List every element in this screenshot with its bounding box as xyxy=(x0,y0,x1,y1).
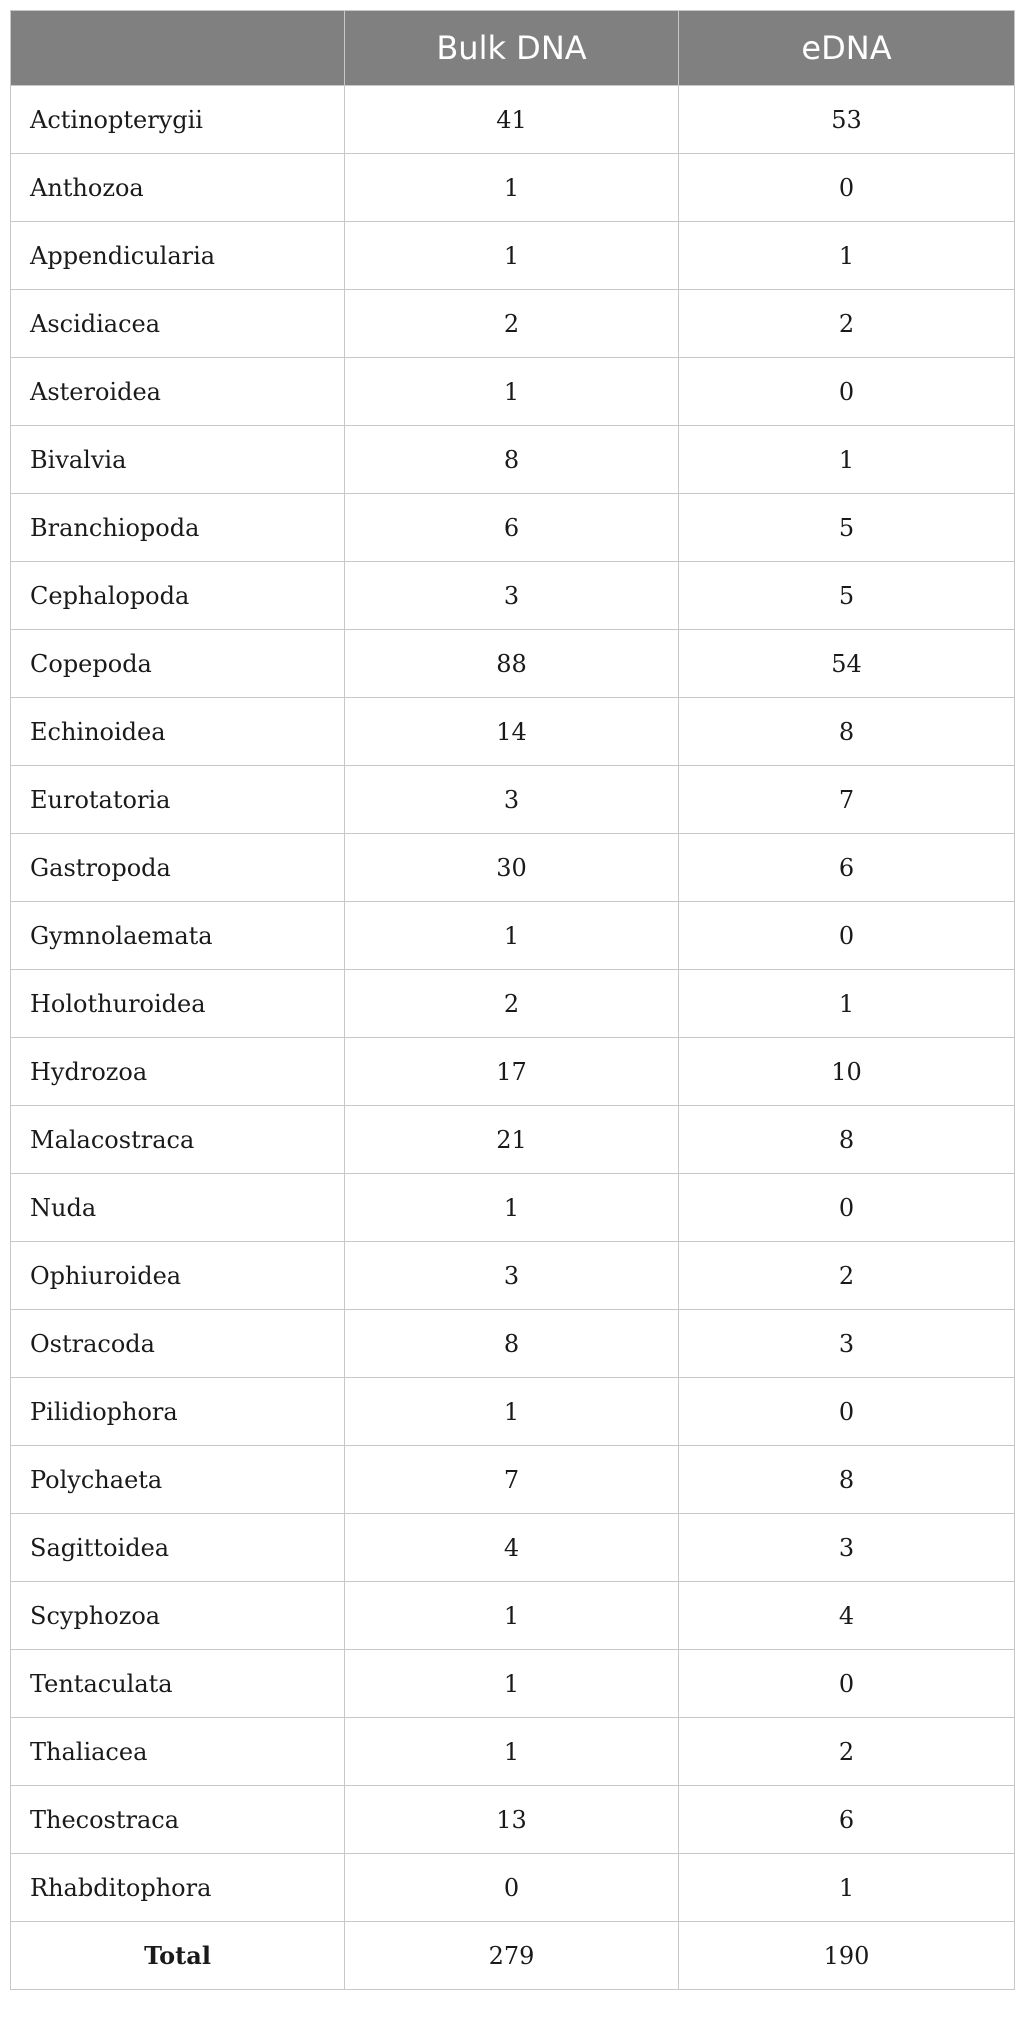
table-row xyxy=(11,154,1015,222)
taxon-cell: Hydrozoa xyxy=(11,1038,345,1106)
edna-cell: 0 xyxy=(679,154,1015,222)
bulk-dna-cell: 1 xyxy=(345,1582,679,1650)
header-edna: eDNA xyxy=(679,11,1015,86)
table-row xyxy=(11,766,1015,834)
total-edna-cell: 190 xyxy=(679,1922,1015,1990)
edna-cell: 8 xyxy=(679,1106,1015,1174)
edna-cell: 5 xyxy=(679,562,1015,630)
table-row xyxy=(11,1174,1015,1242)
table-row xyxy=(11,1786,1015,1854)
taxon-cell: Anthozoa xyxy=(11,154,345,222)
edna-cell: 6 xyxy=(679,834,1015,902)
bulk-dna-cell: 8 xyxy=(345,426,679,494)
taxon-cell: Ostracoda xyxy=(11,1310,345,1378)
edna-cell: 53 xyxy=(679,86,1015,154)
table-row xyxy=(11,1582,1015,1650)
taxon-cell: Sagittoidea xyxy=(11,1514,345,1582)
taxon-cell: Bivalvia xyxy=(11,426,345,494)
taxon-cell: Rhabditophora xyxy=(11,1854,345,1922)
edna-cell: 2 xyxy=(679,290,1015,358)
bulk-dna-cell: 3 xyxy=(345,562,679,630)
header-taxon xyxy=(11,11,345,86)
taxa-count-table xyxy=(10,10,1015,1990)
bulk-dna-cell: 3 xyxy=(345,1242,679,1310)
edna-cell: 0 xyxy=(679,1650,1015,1718)
bulk-dna-cell: 1 xyxy=(345,358,679,426)
table-row xyxy=(11,698,1015,766)
edna-cell: 4 xyxy=(679,1582,1015,1650)
edna-cell: 0 xyxy=(679,902,1015,970)
edna-cell: 1 xyxy=(679,222,1015,290)
taxon-cell: Pilidiophora xyxy=(11,1378,345,1446)
taxon-cell: Holothuroidea xyxy=(11,970,345,1038)
table-row xyxy=(11,1514,1015,1582)
table-row xyxy=(11,562,1015,630)
edna-cell: 6 xyxy=(679,1786,1015,1854)
table-row xyxy=(11,1038,1015,1106)
taxon-cell: Echinoidea xyxy=(11,698,345,766)
taxon-cell: Tentaculata xyxy=(11,1650,345,1718)
edna-cell: 8 xyxy=(679,698,1015,766)
table-row xyxy=(11,1650,1015,1718)
table-row xyxy=(11,1310,1015,1378)
taxon-cell: Ascidiacea xyxy=(11,290,345,358)
bulk-dna-cell: 13 xyxy=(345,1786,679,1854)
bulk-dna-cell: 0 xyxy=(345,1854,679,1922)
bulk-dna-cell: 1 xyxy=(345,154,679,222)
bulk-dna-cell: 41 xyxy=(345,86,679,154)
edna-cell: 54 xyxy=(679,630,1015,698)
taxon-cell: Scyphozoa xyxy=(11,1582,345,1650)
taxon-cell: Ophiuroidea xyxy=(11,1242,345,1310)
total-row xyxy=(11,1922,1015,1990)
edna-cell: 0 xyxy=(679,1378,1015,1446)
bulk-dna-cell: 4 xyxy=(345,1514,679,1582)
table-header xyxy=(11,11,1015,86)
bulk-dna-cell: 1 xyxy=(345,1174,679,1242)
taxon-cell: Branchiopoda xyxy=(11,494,345,562)
bulk-dna-cell: 30 xyxy=(345,834,679,902)
edna-cell: 8 xyxy=(679,1446,1015,1514)
taxon-cell: Asteroidea xyxy=(11,358,345,426)
edna-cell: 1 xyxy=(679,970,1015,1038)
edna-cell: 7 xyxy=(679,766,1015,834)
table-row xyxy=(11,1242,1015,1310)
table-row xyxy=(11,902,1015,970)
table-row xyxy=(11,494,1015,562)
table-row xyxy=(11,970,1015,1038)
edna-cell: 5 xyxy=(679,494,1015,562)
bulk-dna-cell: 6 xyxy=(345,494,679,562)
table-row xyxy=(11,630,1015,698)
taxa-table-container xyxy=(10,10,1014,1990)
edna-cell: 3 xyxy=(679,1514,1015,1582)
edna-cell: 2 xyxy=(679,1718,1015,1786)
bulk-dna-cell: 8 xyxy=(345,1310,679,1378)
taxon-cell: Appendicularia xyxy=(11,222,345,290)
taxon-cell: Cephalopoda xyxy=(11,562,345,630)
table-row xyxy=(11,1718,1015,1786)
edna-cell: 1 xyxy=(679,426,1015,494)
table-row xyxy=(11,1106,1015,1174)
bulk-dna-cell: 14 xyxy=(345,698,679,766)
edna-cell: 10 xyxy=(679,1038,1015,1106)
taxon-cell: Malacostraca xyxy=(11,1106,345,1174)
bulk-dna-cell: 7 xyxy=(345,1446,679,1514)
table-row xyxy=(11,426,1015,494)
taxon-cell: Nuda xyxy=(11,1174,345,1242)
table-row xyxy=(11,358,1015,426)
taxon-cell: Copepoda xyxy=(11,630,345,698)
bulk-dna-cell: 3 xyxy=(345,766,679,834)
taxon-cell: Thecostraca xyxy=(11,1786,345,1854)
edna-cell: 0 xyxy=(679,358,1015,426)
bulk-dna-cell: 2 xyxy=(345,970,679,1038)
table-body xyxy=(11,86,1015,1990)
bulk-dna-cell: 1 xyxy=(345,222,679,290)
bulk-dna-cell: 17 xyxy=(345,1038,679,1106)
edna-cell: 0 xyxy=(679,1174,1015,1242)
bulk-dna-cell: 1 xyxy=(345,1718,679,1786)
bulk-dna-cell: 21 xyxy=(345,1106,679,1174)
table-row xyxy=(11,290,1015,358)
header-bulk-dna: Bulk DNA xyxy=(345,11,679,86)
taxon-cell: Thaliacea xyxy=(11,1718,345,1786)
bulk-dna-cell: 2 xyxy=(345,290,679,358)
edna-cell: 3 xyxy=(679,1310,1015,1378)
header-row xyxy=(11,11,1015,86)
table-row xyxy=(11,834,1015,902)
total-bulk-dna-cell: 279 xyxy=(345,1922,679,1990)
total-label: Total xyxy=(11,1922,345,1990)
table-row xyxy=(11,1854,1015,1922)
taxon-cell: Eurotatoria xyxy=(11,766,345,834)
taxon-cell: Gastropoda xyxy=(11,834,345,902)
taxon-cell: Actinopterygii xyxy=(11,86,345,154)
bulk-dna-cell: 88 xyxy=(345,630,679,698)
edna-cell: 2 xyxy=(679,1242,1015,1310)
table-row xyxy=(11,222,1015,290)
bulk-dna-cell: 1 xyxy=(345,902,679,970)
bulk-dna-cell: 1 xyxy=(345,1650,679,1718)
taxon-cell: Gymnolaemata xyxy=(11,902,345,970)
edna-cell: 1 xyxy=(679,1854,1015,1922)
taxon-cell: Polychaeta xyxy=(11,1446,345,1514)
bulk-dna-cell: 1 xyxy=(345,1378,679,1446)
table-row xyxy=(11,1378,1015,1446)
table-row xyxy=(11,86,1015,154)
table-row xyxy=(11,1446,1015,1514)
